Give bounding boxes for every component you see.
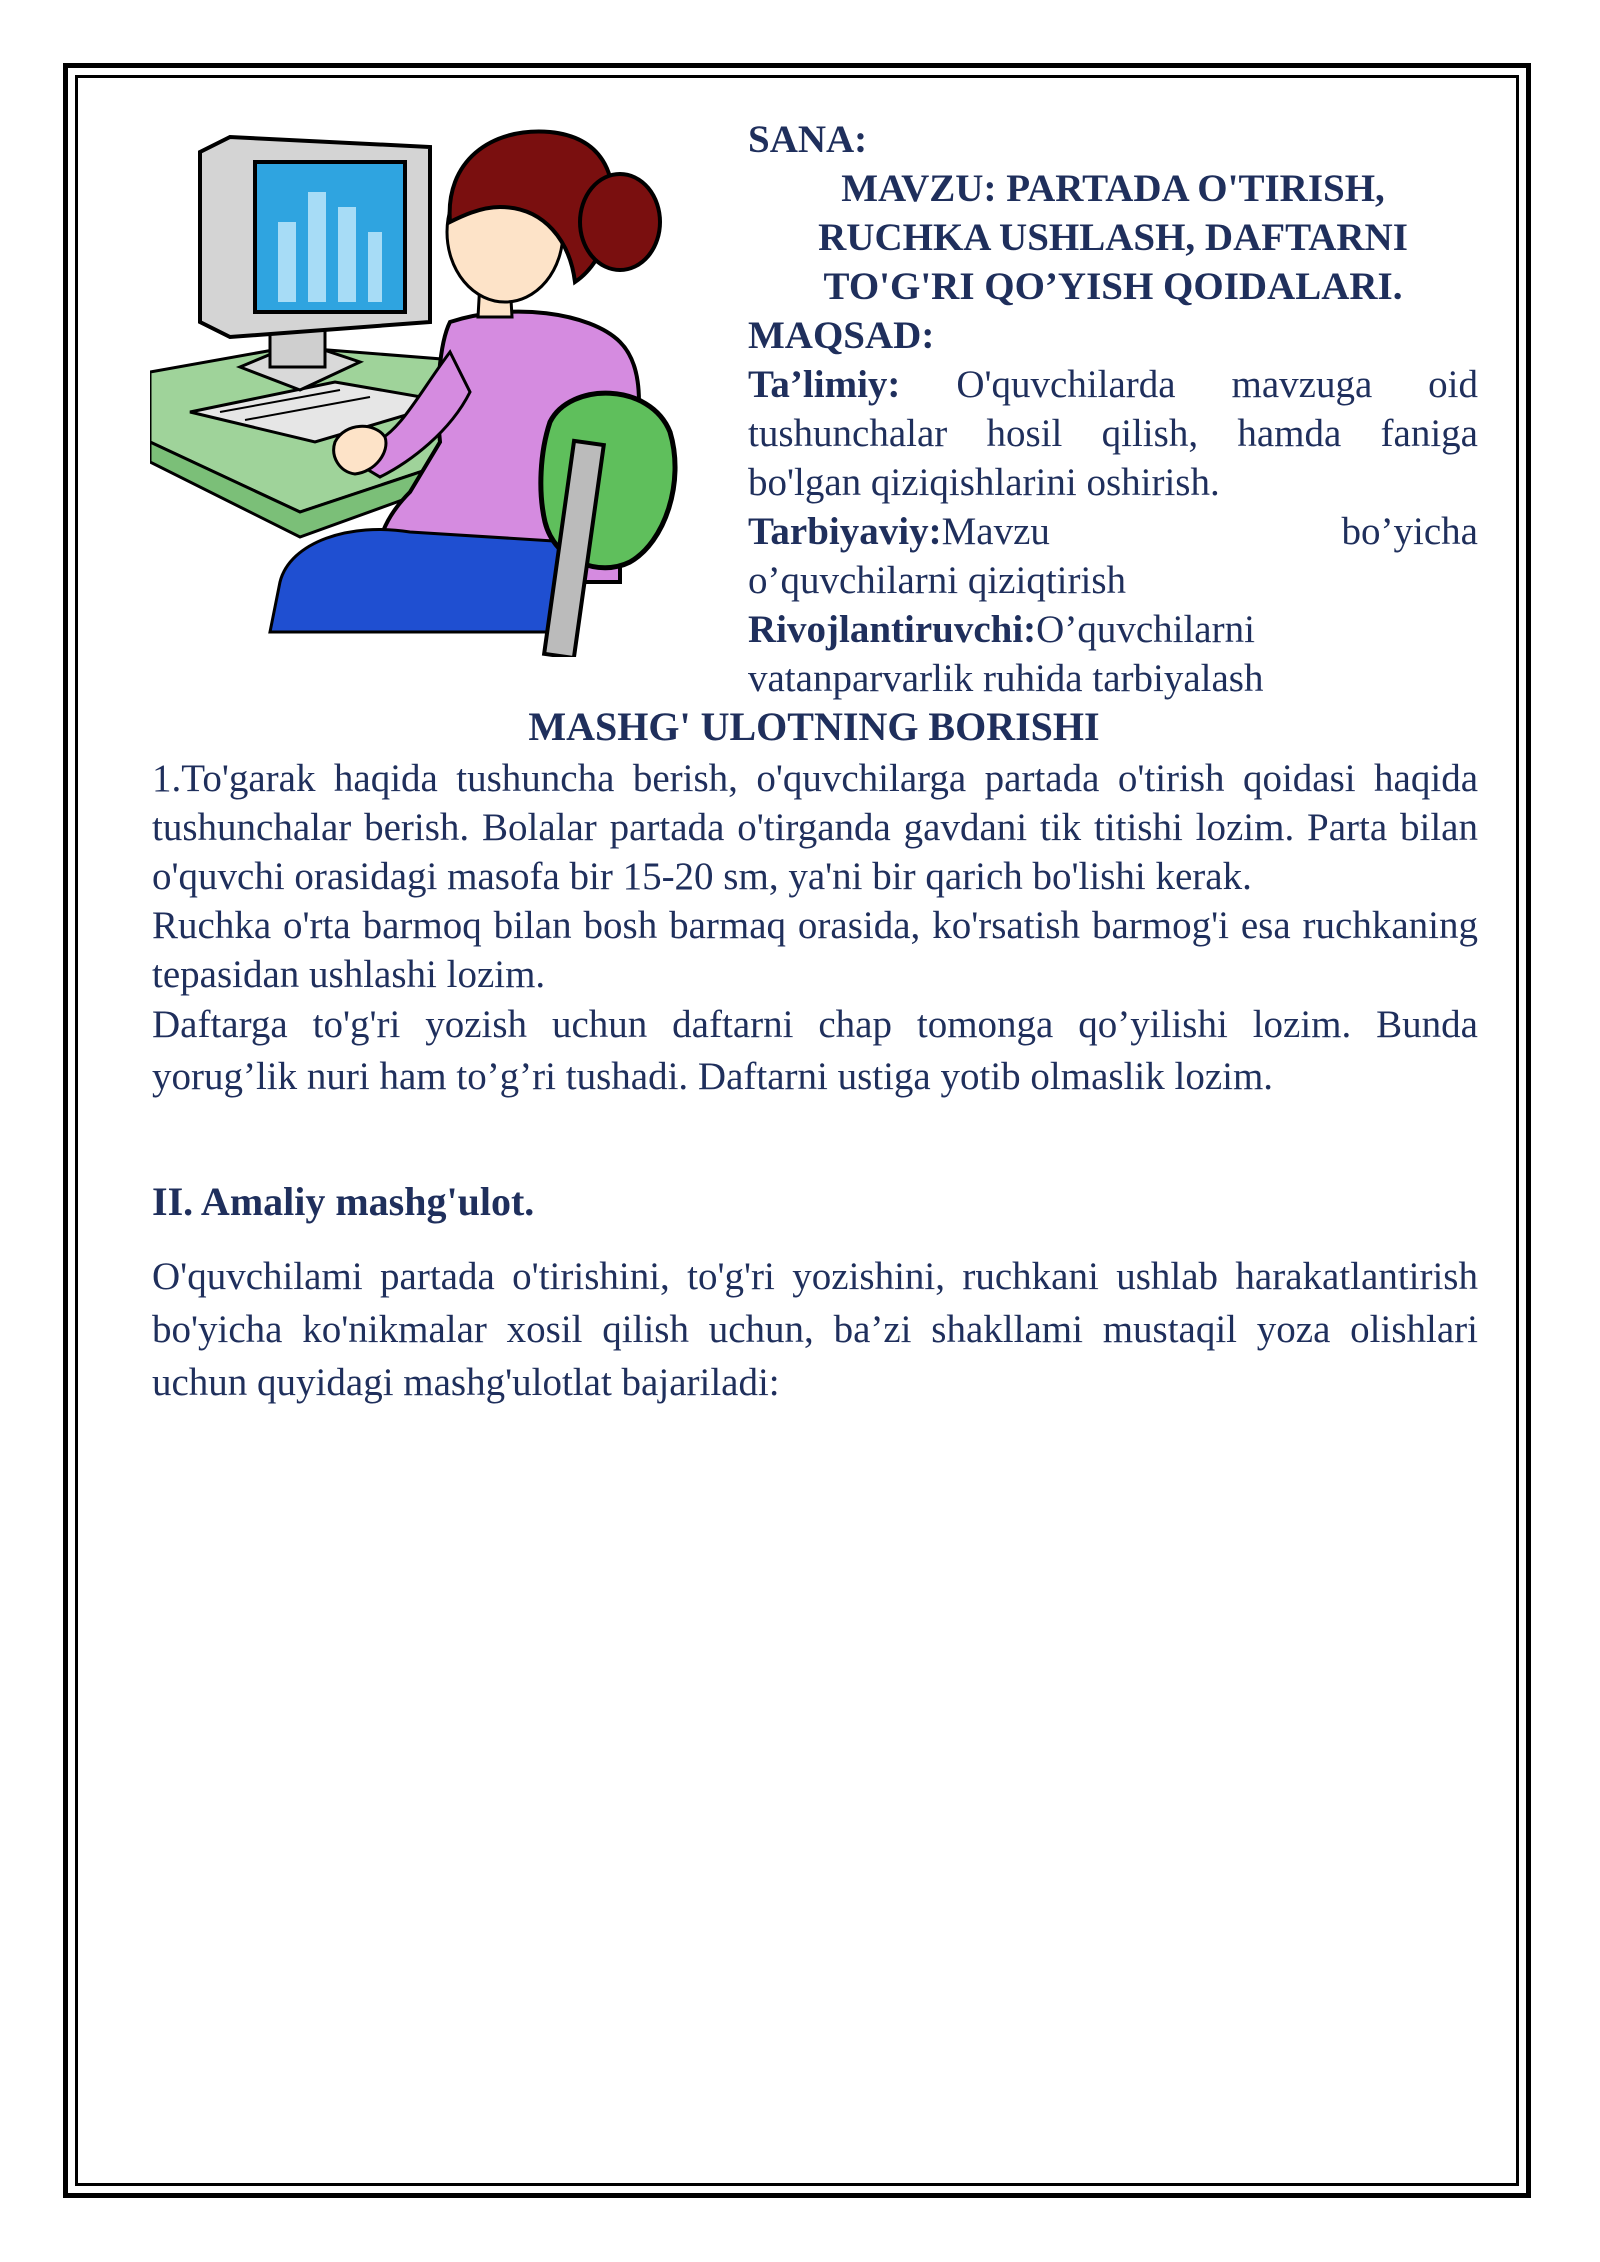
educational-goal-line-1 xyxy=(748,360,1478,409)
woman-at-computer-icon xyxy=(150,112,720,657)
topic-line-3: TO'G'RI QO’YISH QOIDALARI. xyxy=(823,265,1403,308)
section-title: MASHG' ULOTNING BORISHI xyxy=(528,704,1100,749)
paragraph-2: Ruchka o'rta barmoq bilan bosh barmaq orasida, ko'rsatish barmog'i esa ruchkaning tepasidan ushlashi lozim. xyxy=(152,904,1478,996)
developmental-goal-text: O’quvchilarni xyxy=(1036,608,1255,651)
developmental-goal-line-2: vatanparvarlik ruhida tarbiyalash xyxy=(748,657,1264,700)
topic-line-1: MAVZU: PARTADA O'TIRISH, xyxy=(841,167,1385,210)
upbringing-goal-line-2: o’quvchilarni qiziqtirish xyxy=(748,559,1127,602)
paragraph-3: Daftarga to'g'ri yozish uchun daftarni chap tomonga qo’yilishi lozim. Bunda yorug’lik nuri ham to’g’ri tushadi. Daftarni ustiga yotib olmaslik lozim. xyxy=(152,1003,1478,1098)
educational-goal-text: O'quvchilarda mavzuga oid xyxy=(956,363,1478,406)
educational-goal-line-3: bo'lgan qiziqishlarini oshirish. xyxy=(748,461,1220,504)
educational-goal-line-2: tushunchalar hosil qilish, hamda faniga xyxy=(748,412,1478,455)
lesson-header xyxy=(748,115,1478,703)
practical-section-title: II. Amaliy mashg'ulot. xyxy=(152,1179,535,1224)
date-label: SANA: xyxy=(748,118,868,161)
topic-line-2: RUCHKA USHLASH, DAFTARNI xyxy=(818,216,1408,259)
upbringing-goal-label: Tarbiyaviy: xyxy=(748,510,942,553)
goal-label: MAQSAD: xyxy=(748,314,935,357)
paragraph-1: 1.To'garak haqida tushuncha berish, o'quvchilarga partada o'tirish qoidasi haqida tushunchalar berish. Bolalar partada o'tirganda gavdani tik titishi lozim. Parta bilan o'quvchi orasidagi masofa bir 15-20 sm, ya'ni bir qarich bo'lishi kerak. xyxy=(152,757,1478,898)
upbringing-goal-line-1 xyxy=(748,507,1478,556)
practical-section-text: O'quvchilami partada o'tirishini, to'g'ri yozishini, ruchkani ushlab harakatlantirish bo'yicha ko'nikmalar xosil qilish uchun, ba’zi shakllami mustaqil yoza olishlari uchun quyidagi mashg'ulotlat bajariladi: xyxy=(152,1255,1478,1404)
educational-goal-label: Ta’limiy: xyxy=(748,363,901,406)
lesson-body xyxy=(152,754,1478,1103)
upbringing-goal-text-end: bo’yicha xyxy=(1341,510,1478,553)
upbringing-goal-text: Mavzu xyxy=(941,510,1050,553)
developmental-goal-line-1 xyxy=(748,605,1478,654)
developmental-goal-label: Rivojlantiruvchi: xyxy=(748,608,1037,651)
